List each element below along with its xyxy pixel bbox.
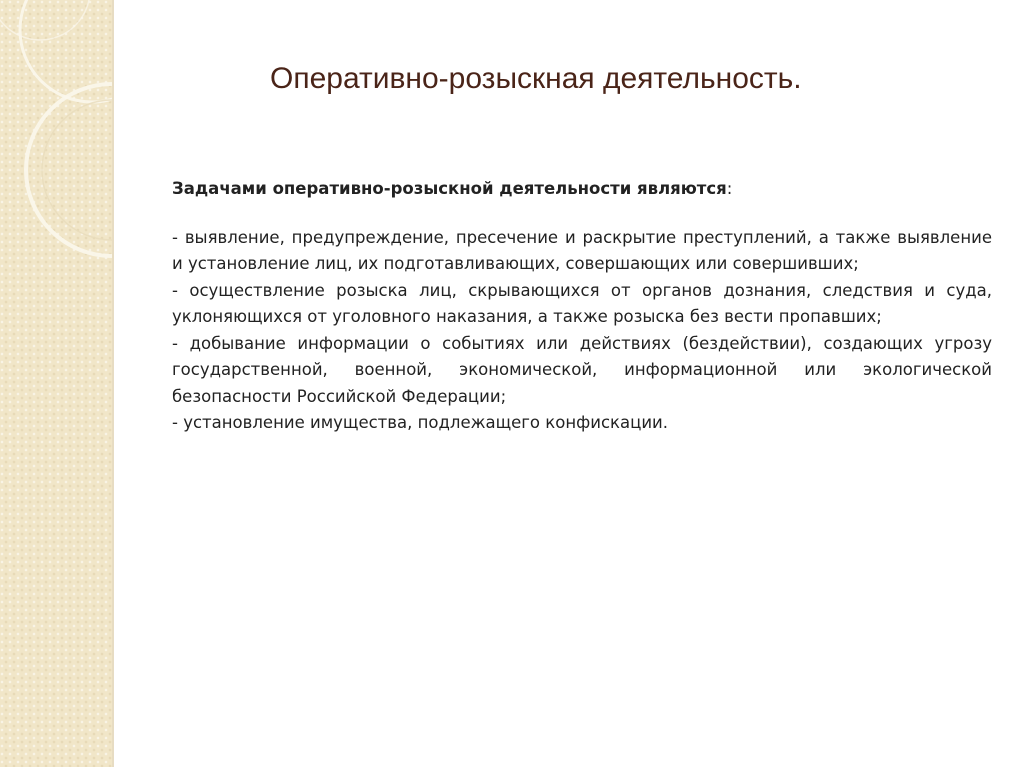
slide-title: Оперативно-розыскная деятельность. <box>270 62 802 95</box>
list-item: - осуществление розыска лиц, скрывающихся от органов дознания, следствия и суда, уклоняющихся от уголовного наказания, а также розыска без вести пропавших; <box>172 280 992 326</box>
subtitle-text: Задачами оперативно-розыскной деятельности являются <box>172 179 727 198</box>
content-body <box>172 176 992 437</box>
list-item: - добывание информации о событиях или действиях (бездействии), создающих угрозу государственной, военной, экономической, информационной или экологической безопасности Российской Федерации; <box>172 333 992 406</box>
subtitle <box>172 176 992 203</box>
side-divider <box>112 0 114 767</box>
decorative-side-panel <box>0 0 112 767</box>
list-item: - выявление, предупреждение, пресечение и раскрытие преступлений, а также выявление и установление лиц, их подготавливающих, совершающих или совершивших; <box>172 227 992 273</box>
decorative-rings-icon <box>0 0 112 767</box>
subtitle-colon: : <box>726 179 733 198</box>
list-item: - установление имущества, подлежащего конфискации. <box>172 413 669 432</box>
